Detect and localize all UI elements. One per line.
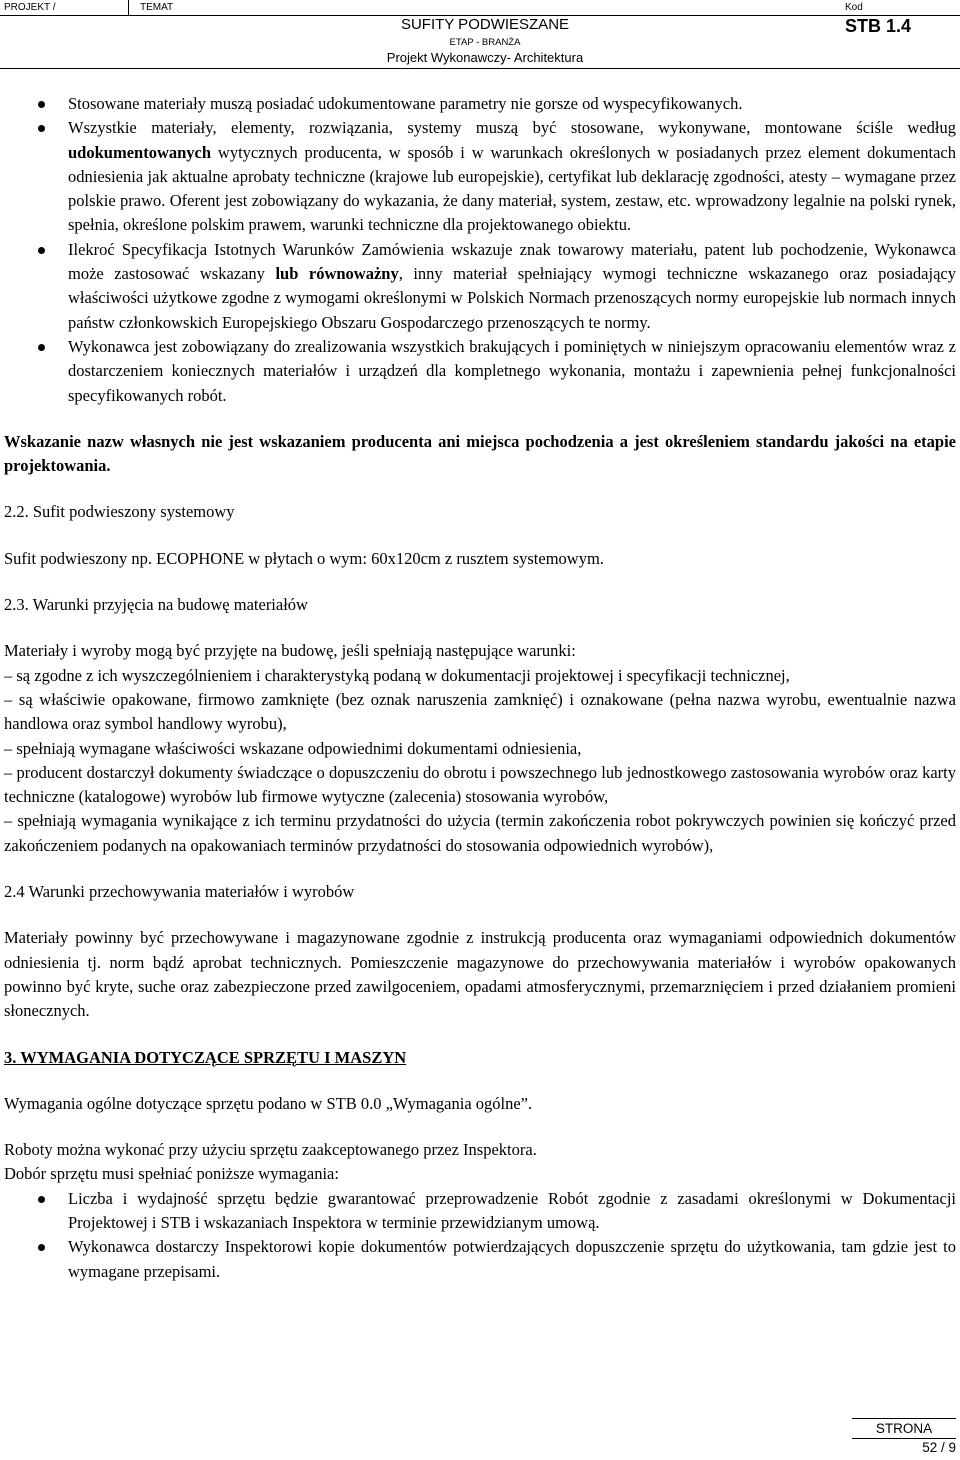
kod-label: Kod: [845, 2, 863, 13]
equipment-bullet-list: [4, 1187, 956, 1284]
list-item: Wszystkie materiały, elementy, rozwiązania, systemy muszą być stosowane, wykonywane, montowane ściśle według udokumentowanych wytycznych producenta, w sposób i w warunkach określonych w posiadanych przez element dokumentach odniesienia jak aktualne aprobaty techniczne (krajowe lub europejskie), certyfikat lub deklarację zgodności, atesty – wymagane przez polskie prawo. Oferent jest zobowiązany do wykazania, że dany materiał, system, zestaw, etc. wprowadzony legalnie na polski rynek, spełnia, określone polskim prawem, warunki techniczne dla projektowanego obiektu.: [4, 116, 956, 237]
bullet-icon: [38, 125, 45, 132]
list-item: – spełniają wymagania wynikające z ich terminu przydatności do użycia (termin zakończenia robot pokrywczych powinien się kończyć przed zakończeniem podanych na opakowaniach terminów przydatności do stosowania odpowiednich wyrobów),: [4, 811, 956, 855]
section-heading: 2.4 Warunki przechowywania materiałów i wyrobów: [4, 882, 355, 902]
emphasis: lub równoważny: [275, 264, 399, 284]
list-item: – producent dostarczył dokumenty świadczące o dopuszczeniu do obrotu i powszechnego lub jednostkowego zastosowania wyrobów oraz karty techniczne (katalogowe) wyrobów lub firmowe wytyczne (zalecenia) stosowania wyrobów,: [4, 762, 956, 807]
bullet-icon: [38, 344, 45, 351]
doc-etap: ETAP - BRANŻA: [449, 37, 521, 48]
section-text: Sufit podwieszony np. ECOPHONE w płytach o wym: 60x120cm z rusztem systemowym.: [4, 548, 604, 568]
doc-subtitle: Projekt Wykonawczy- Architektura: [386, 50, 584, 65]
header-divider: [128, 0, 129, 15]
section-text: Materiały powinny być przechowywane i magazynowane zgodnie z instrukcją producenta oraz wymaganiami odpowiednich dokumentów odniesienia tj. norm bądź aprobat technicznych. Pomieszczenie magazynowe do przechowywania materiałów i wyrobów opakowanych powinno być kryte, suche oraz zabezpieczone przed zawilgoceniem, opadami atmosferycznymi, przemarznięciem i przed działaniem promieni słonecznych.: [4, 928, 956, 1021]
bullet-icon: [38, 101, 45, 108]
list-item: – spełniają wymagane właściwości wskazane odpowiednimi dokumentami odniesienia,: [4, 738, 582, 758]
section-text: Roboty można wykonać przy użyciu sprzętu zaakceptowanego przez Inspektora.: [4, 1140, 537, 1160]
bullet-icon: [38, 1196, 45, 1203]
list-item: Liczba i wydajność sprzętu będzie gwarantować przeprowadzenie Robót zgodnie z zasadami określonymi w Dokumentacji Projektowej i STB i wskazaniach Inspektora w terminie przewidzianym umową.: [4, 1187, 956, 1236]
materials-bullet-list: [4, 92, 956, 408]
footer-mid-rule: [852, 1438, 956, 1439]
list-item: Wykonawca dostarczy Inspektorowi kopie dokumentów potwierdzających dopuszczenie sprzętu do użytkowania, tam gdzie jest to wymagane przepisami.: [4, 1235, 956, 1284]
doc-title: SUFITY PODWIESZANE: [400, 16, 570, 33]
section-text: Dobór sprzętu musi spełniać poniższe wymagania:: [4, 1164, 339, 1184]
list-item: Stosowane materiały muszą posiadać udokumentowane parametry nie gorsze od wyspecyfikowanych.: [4, 92, 956, 116]
list-item: – są zgodne z ich wyszczególnieniem i charakterystyką podaną w dokumentacji projektowej i specyfikacji technicznej,: [4, 665, 790, 685]
emphasis: udokumentowanych: [68, 142, 212, 162]
section-heading: 3. WYMAGANIA DOTYCZĄCE SPRZĘTU I MASZYN: [4, 1047, 407, 1067]
project-label: PROJEKT /: [4, 2, 56, 13]
list-item: Ilekroć Specyfikacja Istotnych Warunków Zamówienia wskazuje znak towarowy materiału, patent lub pochodzenie, Wykonawca może zastosować wskazany lub równoważny, inny materiał spełniający wymogi techniczne wskazanego oraz posiadający właściwości użytkowe zgodne z wymogami określonymi w Polskich Normach przenoszących normy europejskie lub normach innych państw członkowskich Europejskiego Obszaru Gospodarczego przenoszących te normy.: [4, 238, 956, 335]
section-text: Wymagania ogólne dotyczące sprzętu podano w STB 0.0 „Wymagania ogólne”.: [4, 1093, 533, 1113]
section-heading: 2.2. Sufit podwieszony systemowy: [4, 502, 235, 522]
section-intro: Materiały i wyroby mogą być przyjęte na budowę, jeśli spełniają następujące warunki:: [4, 641, 576, 661]
page-content: [4, 92, 956, 1284]
bullet-icon: [38, 1244, 45, 1251]
doc-code: STB 1.4: [845, 16, 912, 36]
bullet-icon: [38, 247, 45, 254]
standard-note: Wskazanie nazw własnych nie jest wskazaniem producenta ani miejsca pochodzenia a jest określeniem standardu jakości na etapie projektowania.: [4, 431, 956, 476]
list-item: Wykonawca jest zobowiązany do zrealizowania wszystkich brakujących i pominiętych w niniejszym opracowaniu elementów wraz z dostarczeniem koniecznych materiałów i urządzeń dla kompletnego wykonania, montażu i zapewnienia pełnej funkcjonalności specyfikowanych robót.: [4, 335, 956, 408]
section-heading: 2.3. Warunki przyjęcia na budowę materiałów: [4, 595, 308, 615]
page-label: STRONA: [875, 1421, 933, 1436]
footer-top-rule: [852, 1418, 956, 1419]
temat-label: TEMAT: [140, 2, 174, 13]
header-bottom-rule: [0, 68, 960, 69]
page-number: 52 / 9: [922, 1440, 956, 1455]
list-item: – są właściwie opakowane, firmowo zamknięte (bez oznak naruszenia zamknięć) i oznakowane (pełna nazwa wyrobu, ewentualnie nazwa handlowa oraz symbol handlowy wyrobu),: [4, 689, 956, 734]
